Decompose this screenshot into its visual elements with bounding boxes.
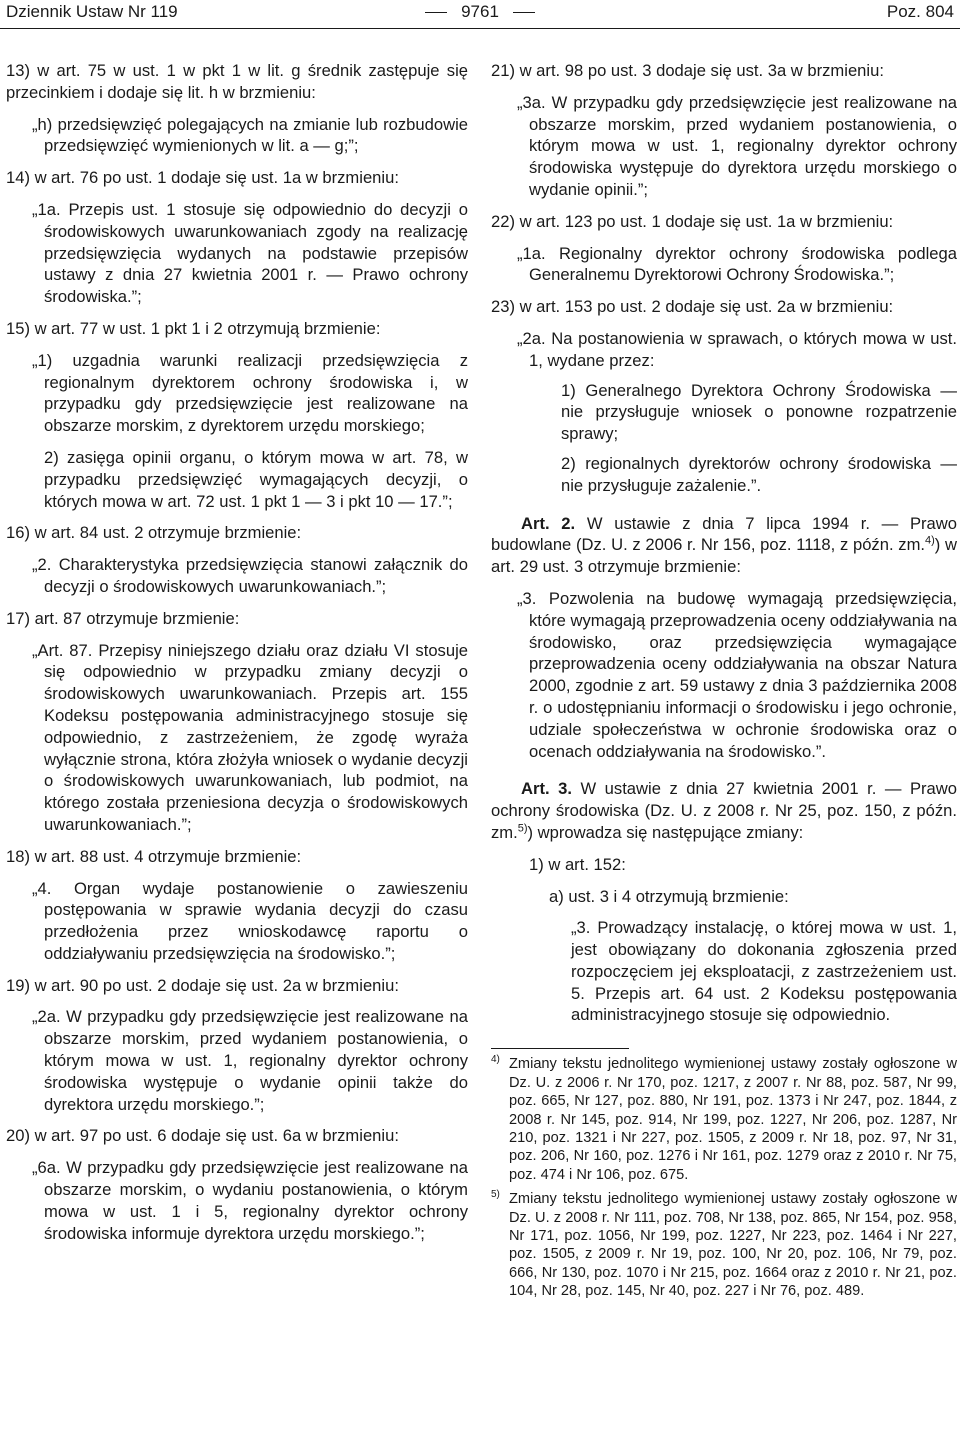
- footnote-ref: 5): [517, 822, 528, 835]
- footnote-mark: 4): [491, 1054, 500, 1066]
- article-paragraph: [491, 778, 957, 843]
- dash-right: [513, 12, 535, 13]
- paragraph: „6a. W przypadku gdy przedsięwzięcie jest realizowane na obszarze morskim, o wydaniu postanowienia, o którym mowa w ust. 1 i 5, regionalny dyrektor ochrony środowiska informuje dyrektora urzędu morskiego.”;: [32, 1158, 468, 1243]
- paragraph: „3. Prowadzący instalację, o której mowa w ust. 1, jest obowiązany do dokonania zgłoszenia przed rozpoczęciem jej eksploatacji, z zastrzeżeniem ust. 5. Przepis art. 64 ust. 2 Kodeksu postępowania administracyjnego stosuje się odpowiednio.: [571, 918, 957, 1025]
- footnote-rule: [491, 1048, 629, 1049]
- article-label: Art. 3.: [521, 779, 572, 799]
- dash-left: [425, 12, 447, 13]
- paragraph: 23) w art. 153 po ust. 2 dodaje się ust. 2a w brzmieniu:: [491, 297, 894, 317]
- paragraph: 2) zasięga opinii organu, o którym mowa w art. 78, w przypadku przedsięwzięć wymagających decyzji, o których mowa w art. 72 ust. 1 pkt 1 — 3 i pkt 10 — 17.”;: [44, 447, 468, 511]
- footnote: [491, 1190, 957, 1300]
- paragraph: „4. Organ wydaje postanowienie o zawieszeniu postępowania w sprawie wydania decyzji do czasu przedłożenia przez wnioskodawcę raportu o oddziaływaniu przedsięwzięcia na środowisko.”;: [32, 878, 468, 963]
- paragraph: 21) w art. 98 po ust. 3 dodaje się ust. 3a w brzmieniu:: [491, 61, 884, 80]
- header-rule: [0, 28, 960, 29]
- position-number: Poz. 804: [886, 2, 954, 21]
- page-number-block: [0, 2, 960, 22]
- page-number: 9761: [461, 2, 499, 21]
- paragraph: 1) w art. 152:: [529, 854, 626, 874]
- paragraph: 16) w art. 84 ust. 2 otrzymuje brzmienie:: [6, 523, 302, 543]
- paragraph: 14) w art. 76 po ust. 1 dodaje się ust. 1a w brzmieniu:: [6, 168, 399, 188]
- paragraph: „1) uzgadnia warunki realizacji przedsięwzięcia z regionalnym dyrektorem ochrony środowiska i, w przypadku gdy przedsięwzięcie jest realizowane na obszarze morskim, z dyrektorem urzędu morskiego;: [32, 350, 468, 436]
- paragraph: 20) w art. 97 po ust. 6 dodaje się ust. 6a w brzmieniu:: [6, 1126, 399, 1146]
- paragraph: 2) regionalnych dyrektorów ochrony środowiska — nie przysługuje zażalenie.”.: [561, 453, 957, 495]
- article-text-tail: ) w art. 29 ust. 3 otrzymuje brzmienie:: [491, 535, 957, 577]
- paragraph: „1a. Przepis ust. 1 stosuje się odpowiednio do decyzji o środowiskowych uwarunkowaniach zgody na realizację przedsięwzięcia wydanych na podstawie przepisów ustawy z dnia 27 kwietnia 2001 r. — Prawo ochrony środowiska.”;: [32, 199, 468, 307]
- footnote: [491, 1055, 957, 1184]
- paragraph: 18) w art. 88 ust. 4 otrzymuje brzmienie:: [6, 846, 302, 866]
- paragraph: 17) art. 87 otrzymuje brzmienie:: [6, 608, 240, 628]
- footnote-text: Zmiany tekstu jednolitego wymienionej ustawy zostały ogłoszone w Dz. U. z 2008 r. Nr 111, poz. 708, Nr 138, poz. 865, Nr 154, poz. 958, Nr 171, poz. 1056, Nr 199, poz. 1227, Nr 223, poz. 1464 i Nr 227, poz. 1505, z 2009 r. Nr 19, poz. 100, Nr 20, poz. 106, Nr 79, poz. 666, Nr 130, poz. 1070 i Nr 215, poz. 1664 oraz z 2010 r. Nr 21, poz. 104, Nr 28, poz. 145, Nr 40, poz. 227 i Nr 76, poz. 489.: [509, 1191, 957, 1300]
- article-text: W ustawie z dnia 7 lipca 1994 r. — Prawo budowlane (Dz. U. z 2006 r. Nr 156, poz. 1118, z późn. zm.: [491, 513, 957, 555]
- paragraph: „3a. W przypadku gdy przedsięwzięcie jest realizowane na obszarze morskim, przed wydaniem postanowienia, o którym mowa w ust. 1, regionalny dyrektor ochrony środowiska występuje do dyrektora urzędu morskiego o wydanie opinii.”;: [517, 92, 957, 199]
- paragraph: a) ust. 3 i 4 otrzymują brzmienie:: [549, 886, 789, 906]
- journal-title: Dziennik Ustaw Nr 119: [6, 2, 178, 21]
- page-header: [0, 0, 960, 40]
- article-label: Art. 2.: [521, 513, 576, 533]
- paragraph: „2. Charakterystyka przedsięwzięcia stanowi załącznik do decyzji o środowiskowych uwarunkowaniach.”;: [32, 555, 468, 596]
- left-column: [6, 50, 468, 1244]
- footnote-ref: 4): [925, 534, 935, 547]
- paragraph: 15) w art. 77 w ust. 1 pkt 1 i 2 otrzymują brzmienie:: [6, 318, 381, 338]
- paragraph: „2a. Na postanowienia w sprawach, o których mowa w ust. 1, wydane przez:: [517, 328, 957, 370]
- article-text-tail: ) wprowadza się następujące zmiany:: [527, 822, 804, 842]
- footnote-mark: 5): [491, 1189, 500, 1201]
- article-text: W ustawie z dnia 27 kwietnia 2001 r. — Prawo ochrony środowiska (Dz. U. z 2008 r. Nr 25, poz. 150, z późn. zm.: [491, 779, 957, 842]
- paragraph: „2a. W przypadku gdy przedsięwzięcie jest realizowane na obszarze morskim, przed wydaniem postanowienia, o którym mowa w ust. 1, regionalny dyrektor ochrony środowiska występuje o wydanie opinii także do dyrektora urzędu morskiego.”;: [32, 1007, 468, 1114]
- paragraph: 13) w art. 75 w ust. 1 w pkt 1 w lit. g średnik zastępuje się przecinkiem i dodaje się lit. h w brzmieniu:: [6, 61, 468, 102]
- paragraph: „3. Pozwolenia na budowę wymagają przedsięwzięcia, które wymagają przeprowadzenia oceny oddziaływania na środowisko, oraz przedsięwzięcia wymagające przeprowadzenia oceny oddziaływania na obszar Natura 2000, zgodnie z art. 59 ustawy z dnia 3 października 2008 r. o udostępnianiu informacji o środowisku i jego ochronie, udziale społeczeństwa w ochronie środowiska oraz o ocenach oddziaływania na środowisko.”.: [517, 588, 957, 761]
- paragraph: „Art. 87. Przepisy niniejszego działu oraz działu VI stosuje się odpowiednio w przypadku zmiany decyzji o środowiskowych uwarunkowaniach. Przepis art. 155 Kodeksu postępowania administracyjnego stosuje się odpowiednio, z zastrzeżeniem, że zgodę wyraża wyłącznie strona, która złożyła wniosek o wydanie decyzji o środowiskowych uwarunkowaniach, lub podmiot, na którego została przeniesiona decyzja o środowiskowych uwarunkowaniach.”;: [32, 640, 468, 834]
- paragraph: 19) w art. 90 po ust. 2 dodaje się ust. 2a w brzmieniu:: [6, 975, 399, 995]
- footnote-text: Zmiany tekstu jednolitego wymienionej ustawy zostały ogłoszone w Dz. U. z 2006 r. Nr 170, poz. 1217, z 2007 r. Nr 88, poz. 587, Nr 99, poz. 665, Nr 127, poz. 880, Nr 191, poz. 1373 i Nr 247, poz. 1844, z 2008 r. Nr 145, poz. 914, Nr 199, poz. 1227, Nr 206, poz. 1287, Nr 210, poz. 1321 i Nr 227, poz. 1505, z 2009 r. Nr 18, poz. 97, Nr 31, poz. 206, Nr 160, poz. 1276 i Nr 161, poz. 1279 oraz z 2010 r. Nr 75, poz. 474 i Nr 106, poz. 675.: [509, 1056, 957, 1183]
- paragraph: 1) Generalnego Dyrektora Ochrony Środowiska — nie przysługuje wniosek o ponowne rozpatrzenie sprawy;: [561, 380, 957, 444]
- paragraph: „h) przedsięwzięć polegających na zmianie lub rozbudowie przedsięwzięć wymienionych w lit. a — g;”;: [32, 114, 468, 156]
- paragraph: 22) w art. 123 po ust. 1 dodaje się ust. 1a w brzmieniu:: [491, 211, 894, 231]
- right-column: [491, 50, 957, 1301]
- paragraph: „1a. Regionalny dyrektor ochrony środowiska podlega Generalnemu Dyrektorowi Ochrony Środowiska.”;: [517, 243, 957, 285]
- article-paragraph: [491, 513, 957, 578]
